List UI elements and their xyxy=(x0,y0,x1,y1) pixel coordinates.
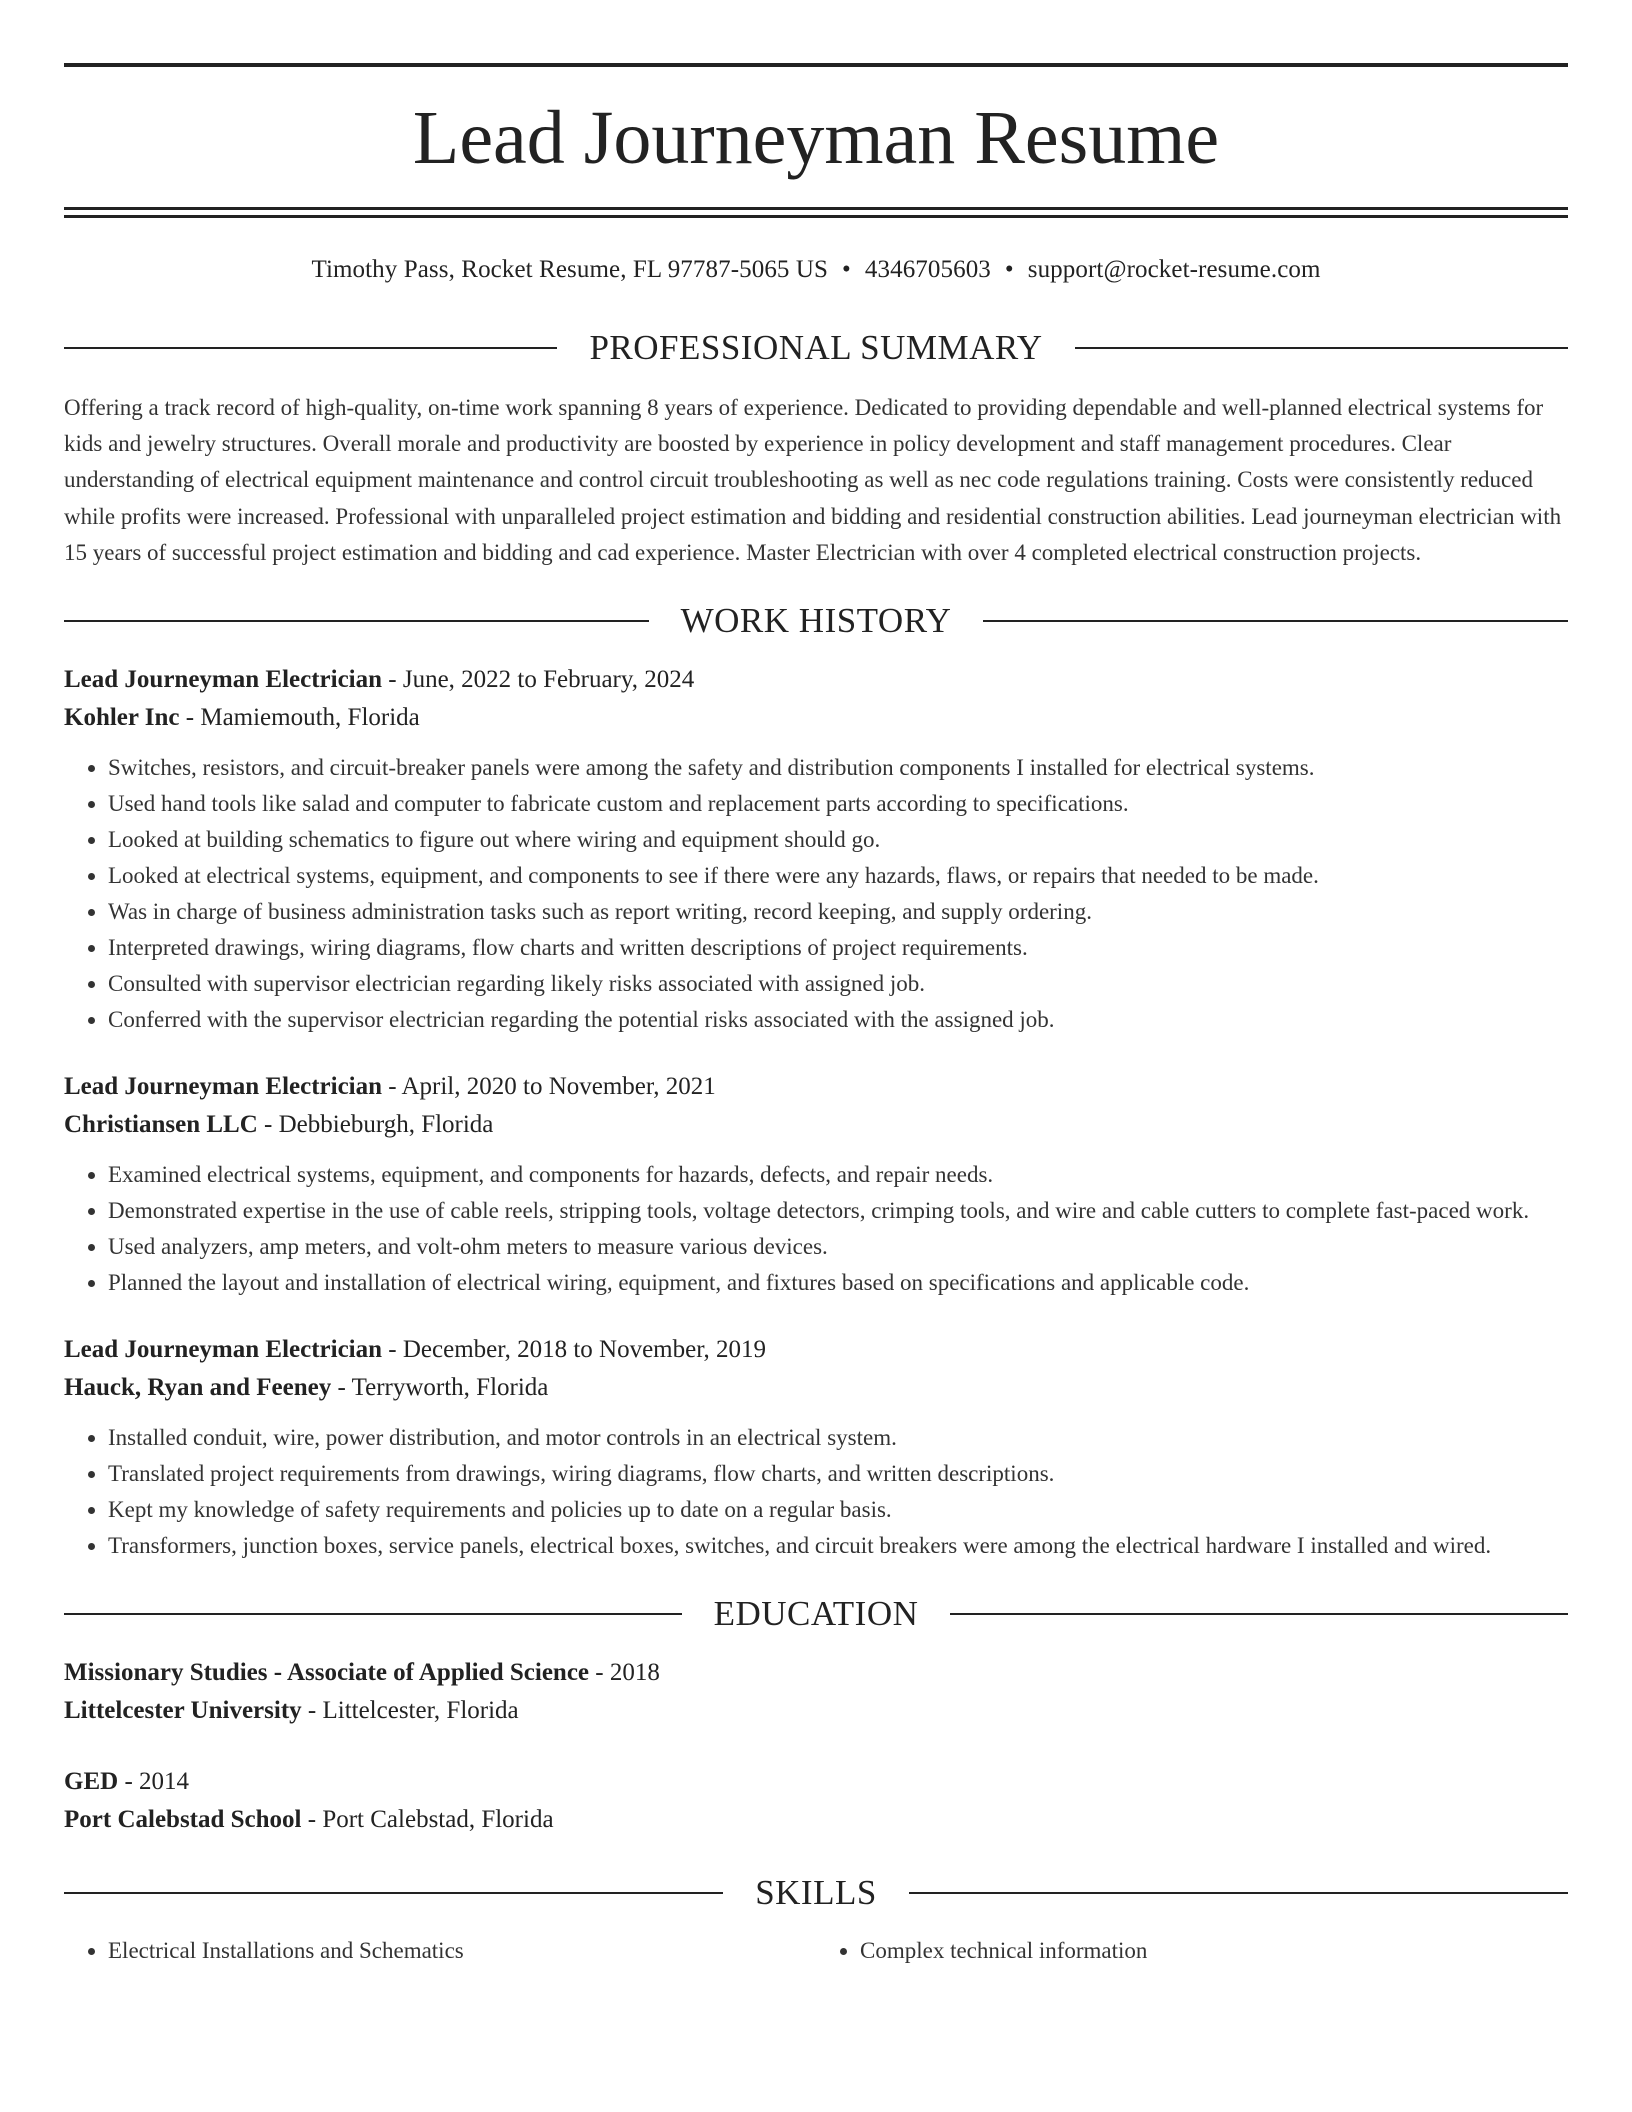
heading-rule-right xyxy=(1075,347,1568,349)
list-item: • Interpreted drawings, wiring diagrams, flow charts and written descriptions of project requirements. xyxy=(108,930,1568,966)
list-item: • Installed conduit, wire, power distribution, and motor controls in an electrical system. xyxy=(108,1420,1568,1456)
list-item: • Used hand tools like salad and computer to fabricate custom and replacement parts according to specifications. xyxy=(108,786,1568,822)
education-location: - Port Calebstad, Florida xyxy=(301,1806,554,1834)
section-title: EDUCATION xyxy=(713,1594,919,1634)
list-item: • Kept my knowledge of safety requirements and policies up to date on a regular basis. xyxy=(108,1492,1568,1528)
contact-line xyxy=(64,254,1568,286)
heading-rule-left xyxy=(64,620,649,622)
skill-item: • Electrical Installations and Schematics xyxy=(108,1933,816,1969)
job-location: - Terryworth, Florida xyxy=(331,1374,549,1402)
education-degree-line xyxy=(64,1654,1568,1692)
title-double-rule xyxy=(64,207,1568,218)
education-year: - 2014 xyxy=(118,1768,190,1796)
section-heading-work-history xyxy=(64,601,1568,641)
job-location: - Debbieburgh, Florida xyxy=(257,1111,494,1139)
job-bullets xyxy=(64,750,1568,1038)
job-company: Christiansen LLC xyxy=(64,1111,258,1139)
education-degree: Missionary Studies - Associate of Applied Science xyxy=(64,1659,590,1687)
contact-separator: • xyxy=(842,256,851,283)
skills-list-left xyxy=(64,1933,816,1969)
job-dates: - April, 2020 to November, 2021 xyxy=(382,1073,716,1101)
education-degree: GED xyxy=(64,1768,119,1796)
education-degree-line xyxy=(64,1763,1568,1801)
education-year: - 2018 xyxy=(589,1659,660,1687)
list-item: • Looked at building schematics to figure out where wiring and equipment should go. xyxy=(108,822,1568,858)
education-school-line xyxy=(64,1801,1568,1839)
section-heading-summary xyxy=(64,328,1568,368)
list-item: • Planned the layout and installation of electrical wiring, equipment, and fixtures based on specifications and applicable code. xyxy=(108,1265,1568,1301)
job-title: Lead Journeyman Electrician xyxy=(64,1336,383,1364)
education-entry xyxy=(64,1763,1568,1839)
job-company-line xyxy=(64,699,1568,737)
heading-rule-right xyxy=(983,620,1568,622)
job-title-line xyxy=(64,1331,1568,1369)
contact-address: Timothy Pass, Rocket Resume, FL 97787-5065 US xyxy=(311,256,829,283)
job-title-line xyxy=(64,1068,1568,1106)
education-location: - Littelcester, Florida xyxy=(301,1697,519,1725)
list-item: • Looked at electrical systems, equipment, and components to see if there were any hazards, flaws, or repairs that needed to be made. xyxy=(108,858,1568,894)
skills-columns xyxy=(64,1933,1568,1969)
job-bullets xyxy=(64,1157,1568,1301)
education-entry xyxy=(64,1654,1568,1730)
heading-rule-left xyxy=(64,1892,723,1894)
job-company-line xyxy=(64,1369,1568,1407)
list-item: • Switches, resistors, and circuit-breaker panels were among the safety and distribution components I installed for electrical systems. xyxy=(108,750,1568,786)
job-company: Kohler Inc xyxy=(64,704,180,732)
skills-list-right xyxy=(816,1933,1568,1969)
section-title: WORK HISTORY xyxy=(680,601,952,641)
job-entry xyxy=(64,661,1568,1038)
education-school: Littelcester University xyxy=(64,1697,302,1725)
job-bullets xyxy=(64,1420,1568,1564)
list-item: • Consulted with supervisor electrician regarding likely risks associated with assigned job. xyxy=(108,966,1568,1002)
section-heading-education xyxy=(64,1594,1568,1634)
section-heading-skills xyxy=(64,1873,1568,1913)
job-title-line xyxy=(64,661,1568,699)
contact-email: support@rocket-resume.com xyxy=(1027,256,1321,283)
education-school-line xyxy=(64,1692,1568,1730)
heading-rule-right xyxy=(909,1892,1568,1894)
list-item: • Transformers, junction boxes, service panels, electrical boxes, switches, and circuit breakers were among the electrical hardware I installed and wired. xyxy=(108,1528,1568,1564)
job-dates: - December, 2018 to November, 2019 xyxy=(382,1336,767,1364)
skill-item: • Complex technical information xyxy=(860,1933,1568,1969)
list-item: • Translated project requirements from drawings, wiring diagrams, flow charts, and written descriptions. xyxy=(108,1456,1568,1492)
section-title: SKILLS xyxy=(755,1873,877,1913)
list-item: • Used analyzers, amp meters, and volt-ohm meters to measure various devices. xyxy=(108,1229,1568,1265)
job-company-line xyxy=(64,1106,1568,1144)
top-rule xyxy=(64,63,1568,67)
page-title: Lead Journeyman Resume xyxy=(412,96,1220,180)
job-title: Lead Journeyman Electrician xyxy=(64,1073,383,1101)
job-entry xyxy=(64,1068,1568,1301)
education-school: Port Calebstad School xyxy=(64,1806,302,1834)
job-dates: - June, 2022 to February, 2024 xyxy=(382,666,695,694)
heading-rule-left xyxy=(64,1613,682,1615)
heading-rule-left xyxy=(64,347,557,349)
section-title: PROFESSIONAL SUMMARY xyxy=(589,328,1043,367)
list-item: • Conferred with the supervisor electrician regarding the potential risks associated with the assigned job. xyxy=(108,1002,1568,1038)
list-item: • Demonstrated expertise in the use of cable reels, stripping tools, voltage detectors, crimping tools, and wire and cable cutters to complete fast-paced work. xyxy=(108,1193,1568,1229)
contact-phone: 4346705603 xyxy=(864,256,991,283)
job-company: Hauck, Ryan and Feeney xyxy=(64,1374,332,1402)
heading-rule-right xyxy=(950,1613,1568,1615)
job-location: - Mamiemouth, Florida xyxy=(179,704,420,732)
contact-separator: • xyxy=(1004,256,1014,283)
summary-text: Offering a track record of high-quality, on-time work spanning 8 years of experience. Dedicated to providing dependable and well-planned electrical systems for kids and jewelry structures. Overall morale and productivity are boosted by experience in policy development and staff management procedures. Clear understanding of electrical equipment maintenance and control circuit troubleshooting as well as nec code regulations training. Costs were consistently reduced while profits were increased. Professional with unparalleled project estimation and bidding and residential construction abilities. Lead journeyman electrician with 15 years of successful project estimation and bidding and cad experience. Master Electrician with over 4 completed electrical construction projects. xyxy=(64,395,1562,565)
job-entry xyxy=(64,1331,1568,1564)
job-title: Lead Journeyman Electrician xyxy=(64,666,383,694)
list-item: • Was in charge of business administration tasks such as report writing, record keeping, and supply ordering. xyxy=(108,894,1568,930)
list-item: • Examined electrical systems, equipment, and components for hazards, defects, and repair needs. xyxy=(108,1157,1568,1193)
